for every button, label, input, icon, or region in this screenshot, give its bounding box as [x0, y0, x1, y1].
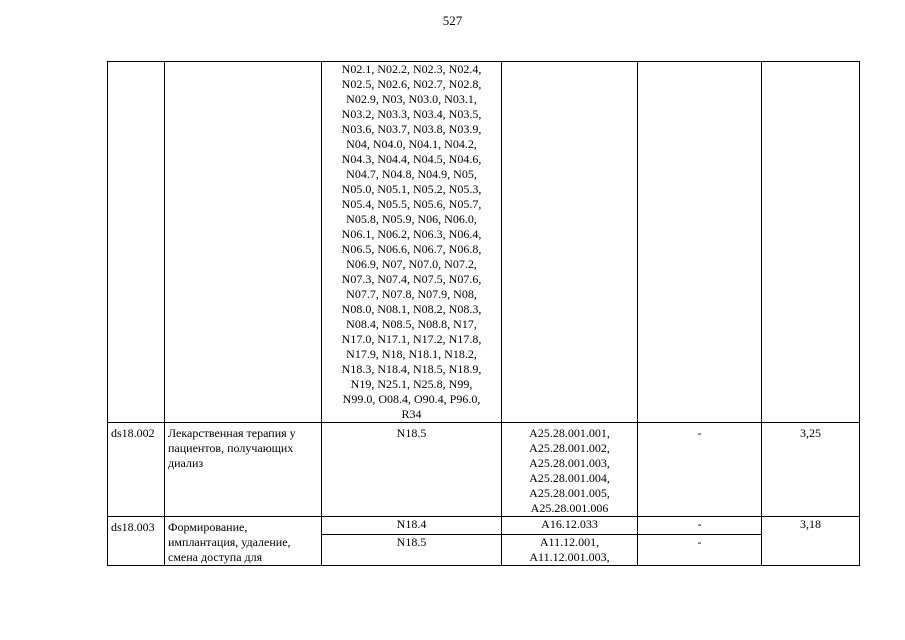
table-row	[108, 62, 860, 423]
coefficient-cell	[762, 62, 860, 423]
group-name-cell	[165, 62, 322, 423]
diagnosis-codes-cell: N18.5	[322, 535, 502, 566]
diagnosis-codes-cell: N18.4	[322, 517, 502, 535]
service-codes-cell	[502, 62, 638, 423]
extra-criteria-cell: -	[638, 517, 762, 535]
extra-criteria-cell: -	[638, 535, 762, 566]
group-code-cell: ds18.002	[108, 423, 165, 517]
tariff-table	[107, 61, 860, 566]
coefficient-cell: 3,18	[762, 517, 860, 566]
group-code-cell	[108, 62, 165, 423]
extra-criteria-cell: -	[638, 423, 762, 517]
table-row	[108, 517, 860, 535]
group-name-cell: Лекарственная терапия у пациентов, получающих диализ	[165, 423, 322, 517]
table-row	[108, 423, 860, 517]
extra-criteria-cell	[638, 62, 762, 423]
coefficient-cell: 3,25	[762, 423, 860, 517]
service-codes-cell: A11.12.001, A11.12.001.003,	[502, 535, 638, 566]
group-name-cell: Формирование, имплантация, удаление, смена доступа для	[165, 517, 322, 566]
service-codes-cell: A16.12.033	[502, 517, 638, 535]
page-number: 527	[442, 13, 463, 28]
group-code-cell: ds18.003	[108, 517, 165, 566]
diagnosis-codes-cell: N18.5	[322, 423, 502, 517]
service-codes-cell: A25.28.001.001, A25.28.001.002, A25.28.001.003, A25.28.001.004, A25.28.001.005, A25.28.001.006	[502, 423, 638, 517]
diagnosis-codes-cell: N02.1, N02.2, N02.3, N02.4, N02.5, N02.6, N02.7, N02.8, N02.9, N03, N03.0, N03.1, N03.2, N03.3, N03.4, N03.5, N03.6, N03.7, N03.8, N03.9, N04, N04.0, N04.1, N04.2, N04.3, N04.4, N04.5, N04.6, N04.7, N04.8, N04.9, N05, N05.0, N05.1, N05.2, N05.3, N05.4, N05.5, N05.6, N05.7, N05.8, N05.9, N06, N06.0, N06.1, N06.2, N06.3, N06.4, N06.5, N06.6, N06.7, N06.8, N06.9, N07, N07.0, N07.2, N07.3, N07.4, N07.5, N07.6, N07.7, N07.8, N07.9, N08, N08.0, N08.1, N08.2, N08.3, N08.4, N08.5, N08.8, N17, N17.0, N17.1, N17.2, N17.8, N17.9, N18, N18.1, N18.2, N18.3, N18.4, N18.5, N18.9, N19, N25.1, N25.8, N99, N99.0, O08.4, O90.4, P96.0, R34	[322, 62, 502, 423]
